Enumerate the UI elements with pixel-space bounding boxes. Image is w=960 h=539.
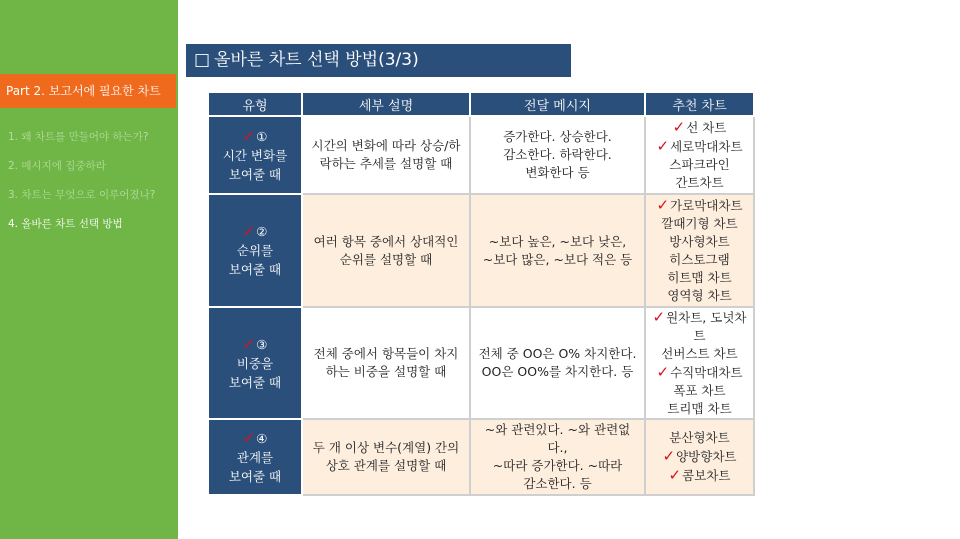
chart-item: 분산형차트 — [669, 430, 730, 445]
chart-item-label: 가로막대차트 — [670, 198, 743, 213]
message-line: ~와 관련있다. ~와 관련없다., — [484, 422, 631, 455]
chart-item: 깔때기형 차트 — [661, 216, 738, 231]
type-cell-time — [208, 116, 302, 194]
chart-item: 방사형차트 — [669, 234, 730, 249]
chart-item: 스파크라인 — [669, 157, 730, 172]
description-line: 두 개 이상 변수(계열) 간의 — [312, 440, 460, 455]
chart-item — [650, 447, 749, 466]
description-line: 순위를 설명할 때 — [339, 251, 433, 267]
message-line: ~보다 많은, ~보다 적은 등 — [482, 251, 633, 267]
chart-item-label: 콤보차트 — [682, 468, 731, 483]
chart-item — [650, 118, 749, 137]
table-row — [208, 419, 754, 495]
sidebar — [0, 0, 178, 539]
table-row — [208, 307, 754, 419]
description-cell — [302, 307, 470, 419]
chart-item: 간트차트 — [675, 175, 724, 190]
message-line: 증가한다. 상승한다. — [503, 129, 612, 144]
chart-item: 히스토그램 — [669, 252, 730, 267]
recommended-cell — [645, 307, 754, 419]
message-line: 변화한다 등 — [525, 165, 590, 180]
page-title — [186, 44, 571, 77]
table-row — [208, 116, 754, 194]
check-mark-icon: ✓ — [652, 308, 666, 326]
message-line: OO은 OO%를 차지한다. 등 — [481, 364, 634, 379]
chart-item-label: 원차트, 도넛차트 — [666, 310, 747, 343]
chart-item — [650, 363, 749, 382]
type-number-text: ① — [256, 128, 268, 144]
description-line: 상호 관계를 설명할 때 — [325, 458, 447, 473]
nav-item-why-charts[interactable]: 1. 왜 차트를 만들어야 하는가? — [8, 131, 149, 143]
chart-item — [650, 196, 749, 215]
message-cell — [470, 194, 645, 307]
message-line: ~보다 높은, ~보다 낮은, — [488, 233, 627, 249]
header-recommended: 추천 차트 — [645, 92, 754, 116]
description-line: 전체 중에서 항목들이 차지 — [313, 346, 459, 361]
description-cell — [302, 194, 470, 307]
chart-item-label: 수직막대차트 — [670, 365, 743, 380]
type-line: 관계를 — [236, 449, 274, 465]
description-cell — [302, 116, 470, 194]
message-line: ~따라 증가한다. ~따라 — [492, 458, 623, 473]
chart-item-label: 세로막대차트 — [670, 139, 743, 154]
chart-item-label: 양방향차트 — [676, 449, 737, 464]
check-mark-icon: ✓ — [242, 222, 256, 240]
header-type: 유형 — [208, 92, 302, 116]
type-line: 보여줄 때 — [228, 468, 282, 484]
chart-item: 선버스트 차트 — [661, 346, 738, 361]
check-mark-icon: ✓ — [656, 196, 670, 214]
page-title-text: 올바른 차트 선택 방법(3/3) — [214, 50, 419, 70]
chart-selection-table — [207, 91, 755, 496]
type-cell-relationship — [208, 419, 302, 495]
table-row — [208, 194, 754, 307]
description-line: 락하는 추세를 설명할 때 — [319, 156, 453, 171]
header-description: 세부 설명 — [302, 92, 470, 116]
check-mark-icon: ✓ — [656, 137, 670, 155]
type-number — [213, 335, 297, 354]
type-line: 보여줄 때 — [228, 262, 282, 277]
type-line: 보여줄 때 — [228, 374, 282, 390]
chart-item — [650, 308, 749, 345]
description-line: 시간의 변화에 따라 상승/하 — [311, 138, 461, 153]
chart-item — [650, 466, 749, 485]
chart-item — [650, 137, 749, 156]
type-number — [213, 222, 297, 241]
message-line: 감소한다. 하락한다. — [503, 147, 612, 162]
chart-item: 히트맵 차트 — [667, 270, 732, 285]
message-line: 전체 중 OO은 O% 차지한다. — [478, 346, 637, 361]
type-line: 순위를 — [236, 243, 274, 258]
chart-item-label: 선 차트 — [686, 120, 727, 135]
nav-list — [8, 130, 178, 246]
recommended-cell — [645, 194, 754, 307]
check-mark-icon: ✓ — [242, 334, 256, 353]
recommended-cell — [645, 419, 754, 495]
type-number — [213, 127, 297, 146]
type-cell-rank — [208, 194, 302, 307]
type-line: 비중을 — [236, 355, 274, 371]
recommended-cell — [645, 116, 754, 194]
type-number — [213, 429, 297, 448]
type-number-text: ② — [256, 224, 268, 239]
description-line: 하는 비중을 설명할 때 — [325, 364, 447, 379]
chart-item: 트리맵 차트 — [667, 401, 732, 416]
square-icon: □ — [194, 50, 211, 70]
type-number-text: ③ — [256, 336, 268, 352]
type-cell-proportion — [208, 307, 302, 419]
type-line: 시간 변화를 — [222, 147, 288, 163]
chart-item: 영역형 차트 — [667, 288, 732, 303]
check-mark-icon: ✓ — [656, 363, 670, 381]
table-header-row — [208, 92, 754, 116]
check-mark-icon: ✓ — [668, 466, 682, 484]
part-label: Part 2. 보고서에 필요한 차트 — [0, 74, 176, 108]
message-cell — [470, 116, 645, 194]
message-cell — [470, 419, 645, 495]
chart-item: 폭포 차트 — [673, 383, 726, 398]
check-mark-icon: ✓ — [662, 447, 676, 465]
check-mark-icon: ✓ — [672, 118, 686, 136]
nav-item-focus-message[interactable]: 2. 메시지에 집중하라 — [8, 160, 106, 172]
check-mark-icon: ✓ — [242, 126, 256, 145]
description-line: 여러 항목 중에서 상대적인 — [313, 233, 459, 249]
type-number-text: ④ — [256, 430, 268, 446]
description-cell — [302, 419, 470, 495]
nav-item-choose-chart[interactable]: 4. 올바른 차트 선택 방법 — [8, 218, 123, 230]
message-line: 감소한다. 등 — [523, 476, 592, 491]
type-line: 보여줄 때 — [228, 166, 282, 182]
header-message: 전달 메시지 — [470, 92, 645, 116]
check-mark-icon: ✓ — [242, 428, 256, 447]
message-cell — [470, 307, 645, 419]
nav-item-chart-components[interactable]: 3. 차트는 무엇으로 이루어졌나? — [8, 189, 156, 201]
